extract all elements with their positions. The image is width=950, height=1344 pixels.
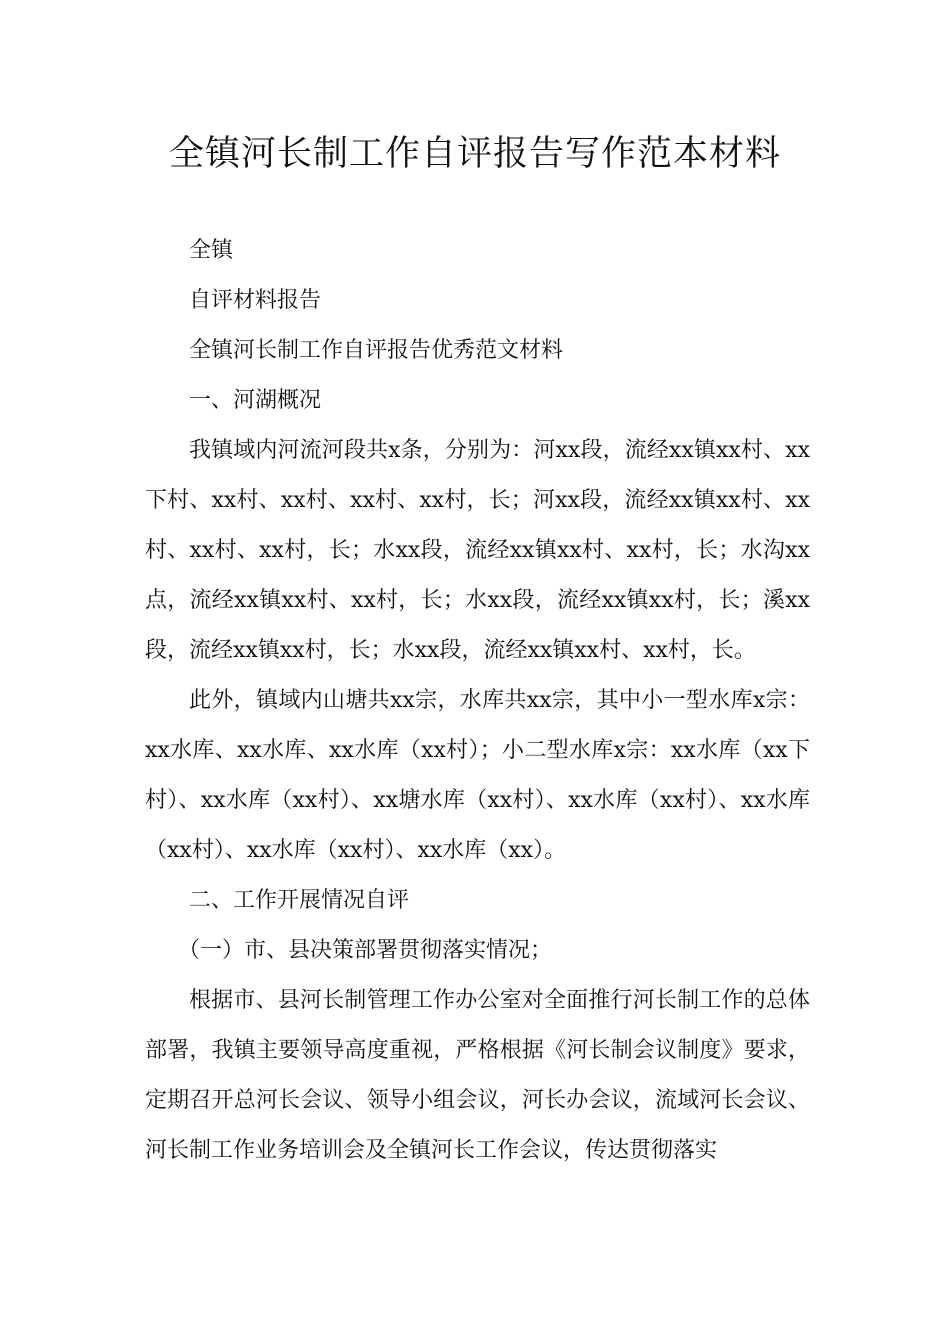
subsection-heading-implementation: （一）市、县决策部署贯彻落实情况；: [178, 938, 553, 963]
paragraph-river-segments: 我镇域内河流河段共x条，分别为：河xx段，流经xx镇xx村、xx下村、xx村、xx村、xx村、xx村，长；河xx段，流经xx镇xx村、xx村、xx村、xx村，长；水xx段，流经xx镇xx村、xx村，长；水沟xx点，流经xx镇xx村、xx村，长；水xx段，流经xx镇xx村，长；溪xx段，流经xx镇xx村，长；水xx段，流经xx镇xx村、xx村，长。: [145, 438, 810, 663]
section-heading-work-self-assessment: 二、工作开展情况自评: [189, 888, 410, 913]
document-title: 全镇河长制工作自评报告写作范本材料: [168, 134, 781, 174]
paragraph-implementation: 根据市、县河长制管理工作办公室对全面推行河长制工作的总体部署，我镇主要领导高度重视，严格根据《河长制会议制度》要求，定期召开总河长会议、领导小组会议，河长办会议，流域河长会议、河长制工作业务培训会及全镇河长工作会议，传达贯彻落实: [145, 988, 810, 1163]
paragraph-reservoirs: 此外，镇域内山塘共xx宗，水库共xx宗，其中小一型水库x宗：xx水库、xx水库、xx水库（xx村）；小二型水库x宗：xx水库（xx下村）、xx水库（xx村）、xx塘水库（xx村）、xx水库（xx村）、xx水库（xx村）、xx水库（xx村）、xx水库（xx）。: [145, 688, 810, 863]
paragraph-town: 全镇: [189, 238, 234, 263]
paragraph-self-assessment-report: 自评材料报告: [189, 288, 322, 313]
section-heading-river-overview: 一、河湖概况: [189, 388, 322, 413]
document-body: [145, 226, 810, 1176]
paragraph-subtitle: 全镇河长制工作自评报告优秀范文材料: [189, 338, 564, 363]
